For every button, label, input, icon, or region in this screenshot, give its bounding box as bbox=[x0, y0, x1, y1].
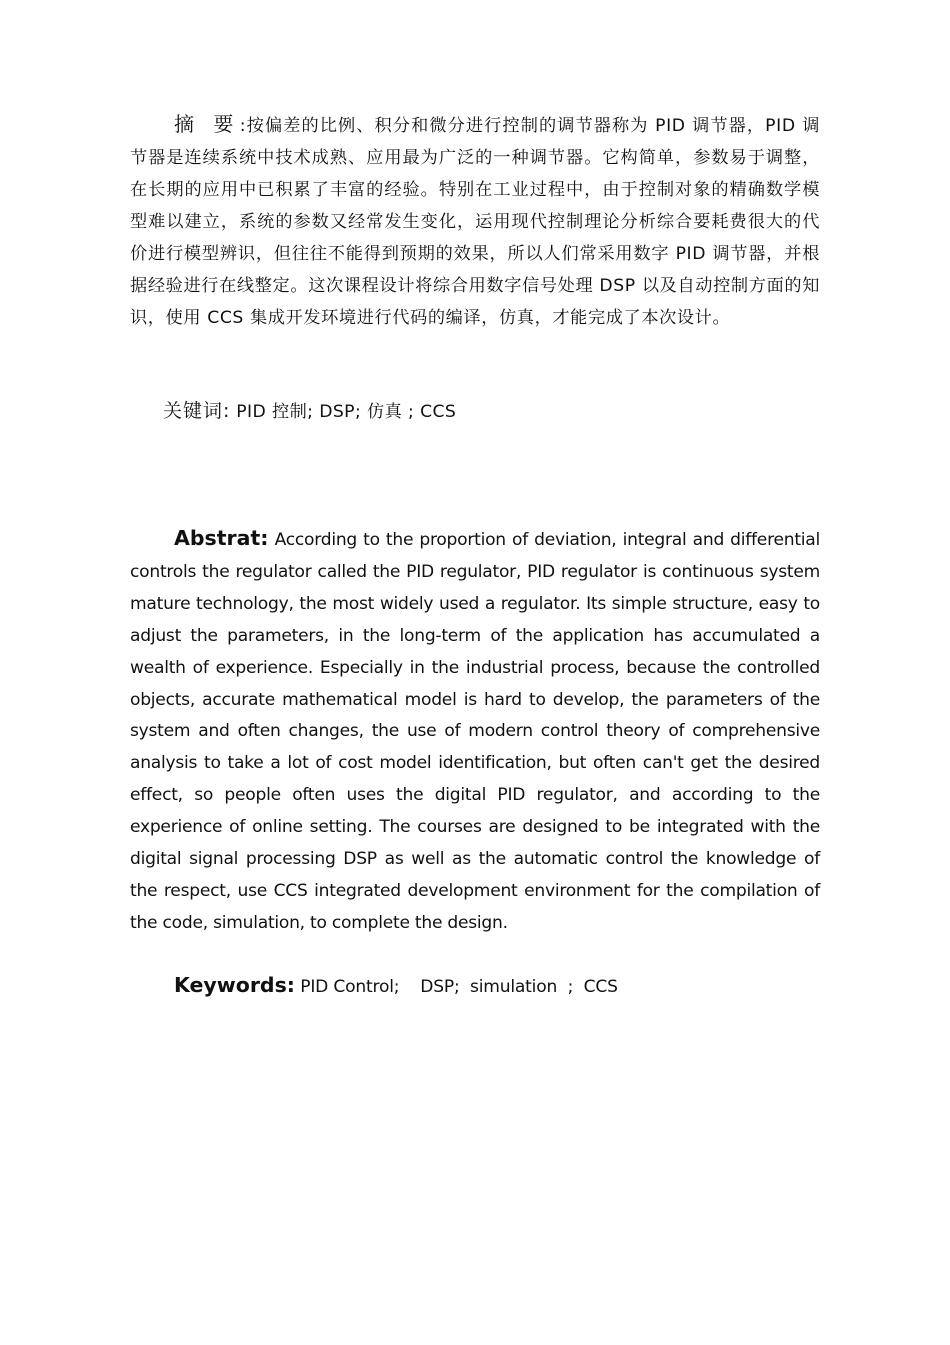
chinese-keywords bbox=[163, 395, 853, 428]
english-abstract-label: Abstrat: bbox=[174, 526, 269, 550]
chinese-abstract-colon: : bbox=[239, 116, 247, 136]
english-abstract bbox=[130, 523, 820, 940]
english-keywords-value: PID Control; DSP; simulation ; CCS bbox=[295, 977, 618, 997]
chinese-abstract-body: 按偏差的比例、积分和微分进行控制的调节器称为 PID 调节器，PID 调节器是连续系统中技术成熟、应用最为广泛的一种调节器。它构简单，参数易于调整，在长期的应用中已积累了丰富的经验。特别在工业过程中，由于控制对象的精确数学模型难以建立，系统的参数又经常发生变化，运用现代控制理论分析综合要耗费很大的代价进行模型辨识，但往往不能得到预期的效果，所以人们常采用数字 PID 调节器，并根据经验进行在线整定。这次课程设计将综合用数字信号处理 DSP 以及自动控制方面的知识，使用 CCS 集成开发环境进行代码的编译，仿真，才能完成了本次设计。 bbox=[130, 116, 820, 328]
english-abstract-body: According to the proportion of deviation, integral and differential controls the regulator called the PID regulator, PID regulator is continuous system mature technology, the most widely used a regulator. Its simple structure, easy to adjust the parameters, in the long-term of the application has accumulated a wealth of experience. Especially in the industrial process, because the controlled objects, accurate mathematical model is hard to develop, the parameters of the system and often changes, the use of modern control theory of comprehensive analysis to take a lot of cost model identification, but often can't get the desired effect, so people often uses the digital PID regulator, and according to the experience of online setting. The courses are designed to be integrated with the digital signal processing DSP as well as the automatic control the knowledge of the respect, use CCS integrated development environment for the compilation of the code, simulation, to complete the design. bbox=[130, 530, 820, 933]
chinese-keywords-label: 关键词: bbox=[163, 400, 231, 422]
chinese-keywords-value: PID 控制; DSP; 仿真 ; CCS bbox=[230, 402, 457, 422]
english-keywords-label: Keywords: bbox=[174, 973, 295, 997]
chinese-abstract-label: 摘 要 bbox=[174, 112, 240, 136]
chinese-abstract bbox=[130, 108, 820, 334]
english-keywords bbox=[174, 969, 864, 1003]
